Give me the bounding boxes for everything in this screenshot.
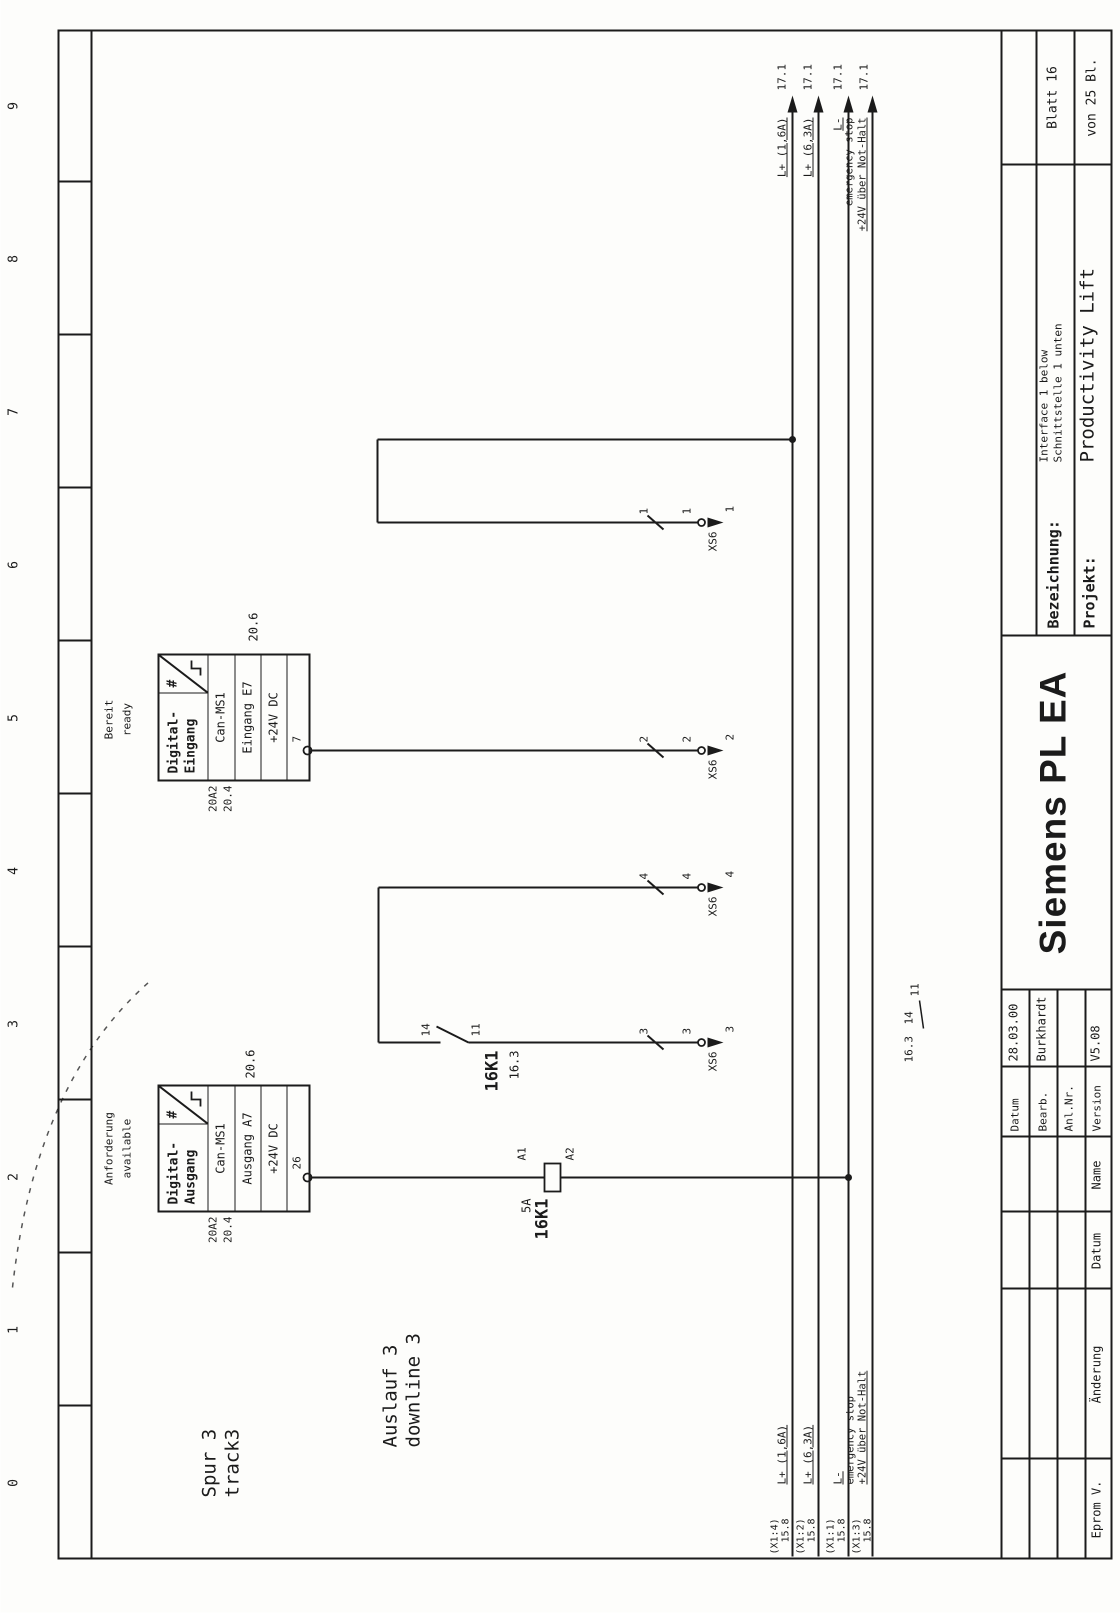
bus3-src-terminal: (X1:1) (825, 1518, 837, 1555)
svg-text:#: # (165, 1110, 181, 1119)
contact-tag: 16K1 (482, 1050, 503, 1092)
info-value-bearb: Burkhardt (1034, 996, 1049, 1062)
bus3-name-left: L- (831, 1471, 845, 1485)
output-signal-label-en: available (120, 1118, 134, 1179)
xs6-2-pin-at-slash: 2 (637, 735, 651, 743)
bus1-name-right: L+ (1,6A) (775, 117, 789, 178)
xs6-4-pin-below: 4 (723, 870, 737, 878)
digital-symbol-icon (160, 656, 208, 693)
bus4-src-sheet: 15.8 (862, 1518, 874, 1543)
bus2-name-left: L+ (6,3A) (801, 1424, 815, 1485)
output-channel: Ausgang A7 (240, 1112, 255, 1185)
bus2-name-right: L+ (6,3A) (801, 117, 815, 178)
info-value-version: V5.08 (1088, 1025, 1103, 1062)
xs6-1-connector-name: XS6 (706, 531, 720, 552)
mirror-11: 11 (908, 983, 922, 997)
coil-tag: 16K1 (532, 1198, 553, 1240)
titleblock-line (1029, 989, 1031, 1560)
digital-output-icon (160, 1087, 208, 1125)
ruler-cell-4: 4 (6, 867, 22, 875)
ruler-cell-2: 2 (6, 1173, 22, 1181)
output-title-line2: Ausgang (183, 1149, 199, 1205)
input-bus-name: Can-MS1 (213, 692, 228, 743)
bus4-src-terminal: (X1:3) (851, 1518, 863, 1555)
ruler-tick (58, 640, 91, 642)
output-xref: 20.6 (243, 1049, 258, 1079)
bezeichnung-line2: Schnittstelle 1 unten (1051, 323, 1065, 463)
bus3-name-right: L- (831, 117, 845, 131)
contact-terminal-14: 14 (419, 1023, 433, 1037)
xs6-2-pin-above: 2 (680, 735, 694, 743)
bus4-name-right-l1: emergency stop (843, 117, 856, 207)
info-label-anlnr: Anl.Nr. (1062, 1085, 1076, 1132)
mirror-14: 14 (902, 1011, 916, 1025)
titleblock-line (1074, 30, 1076, 637)
input-device-loc: 20.4 (221, 785, 235, 812)
xs6-2-connector-name: XS6 (706, 759, 720, 780)
section-label-auslauf-en: downline 3 (402, 1333, 425, 1448)
mirror-ref: 16.3 (902, 1036, 916, 1063)
info-value-datum: 28.03.00 (1006, 1003, 1021, 1062)
projekt-label: Projekt: (1080, 556, 1099, 629)
bus2-src-terminal: (X1:2) (795, 1518, 807, 1555)
coil-terminal-a2: A2 (563, 1147, 577, 1161)
ruler-tick (58, 1252, 91, 1254)
xs6-3-connector-name: XS6 (706, 1051, 720, 1072)
coil-rating: 5A (519, 1198, 534, 1213)
ruler-cell-1: 1 (6, 1326, 22, 1334)
contact-terminal-11: 11 (469, 1023, 483, 1037)
digital-output-block (158, 1085, 311, 1213)
contact-ref: 16.3 (507, 1050, 522, 1080)
blatt-number: Blatt 16 (1045, 66, 1061, 129)
info-label-version: Version (1090, 1085, 1104, 1132)
bus3-dst-sheet: 17.1 (831, 64, 845, 91)
titleblock-line (1036, 30, 1038, 637)
xs6-2-pin-below: 2 (723, 733, 737, 741)
rev-header-eprom: Eprom V. (1089, 1480, 1104, 1539)
output-bus-name: Can-MS1 (213, 1123, 228, 1174)
titleblock-line (1001, 164, 1113, 166)
xs6-3-pin-below: 3 (723, 1025, 737, 1033)
xs6-4-pin-above: 4 (680, 872, 694, 880)
ruler-cell-0: 0 (6, 1479, 22, 1487)
output-device-tag: 20A2 (206, 1216, 220, 1243)
schematic-sheet (1, 0, 1120, 1613)
bus4-name-right-l2: +24V über Not-Halt (856, 117, 869, 232)
bus2-dst-sheet: 17.1 (801, 64, 815, 91)
info-label-datum: Datum (1008, 1098, 1022, 1132)
coil-terminal-a1: A1 (515, 1147, 529, 1161)
bus2-src-sheet: 15.8 (806, 1518, 818, 1543)
ruler-baseline (91, 30, 93, 1560)
ruler-cell-9: 9 (6, 102, 22, 110)
xs6-4-connector-name: XS6 (706, 896, 720, 917)
xs6-1-pin-above: 1 (680, 507, 694, 515)
input-device-tag: 20A2 (206, 785, 220, 812)
xs6-1-pin-below: 1 (723, 505, 737, 513)
output-voltage: +24V DC (266, 1123, 281, 1174)
xs6-3-pin-above: 3 (680, 1027, 694, 1035)
input-title-line1: Digital- (166, 710, 182, 774)
input-xref: 20.6 (246, 612, 261, 642)
projekt-value: Productivity Lift (1076, 268, 1099, 463)
company-logo-text: Siemens PL EA (1032, 670, 1074, 955)
bus3-src-sheet: 15.8 (836, 1518, 848, 1543)
section-label-spur-en: track3 (221, 1428, 244, 1498)
ruler-cell-7: 7 (6, 408, 22, 416)
input-voltage: +24V DC (266, 692, 281, 743)
titleblock-line (1057, 989, 1059, 1560)
ruler-cell-3: 3 (6, 1020, 22, 1028)
bus1-name-left: L+ (1,6A) (775, 1424, 789, 1485)
ruler-tick (58, 334, 91, 336)
svg-text:#: # (165, 679, 181, 688)
xs6-1-pin-at-slash: 1 (637, 507, 651, 515)
info-label-bearb: Bearb. (1036, 1091, 1050, 1132)
input-signal-label-de: Bereit (102, 699, 116, 740)
bus1-dst-sheet: 17.1 (775, 64, 789, 91)
rev-header-aenderung: Änderung (1089, 1345, 1104, 1404)
bezeichnung-label: Bezeichnung: (1044, 520, 1063, 629)
bus4-dst-sheet: 17.1 (857, 64, 871, 91)
ruler-tick (58, 181, 91, 183)
bus1-src-terminal: (X1:4) (769, 1518, 781, 1555)
bus4-name-left-l1: emergency stop (844, 1395, 857, 1485)
ruler-tick (58, 946, 91, 948)
ruler-tick (58, 1099, 91, 1101)
bezeichnung-line1: Interface 1 below (1037, 349, 1051, 463)
output-device-loc: 20.4 (221, 1216, 235, 1243)
digital-input-icon (160, 656, 208, 694)
digital-symbol-icon (160, 1087, 208, 1124)
input-channel: Eingang E7 (240, 681, 255, 754)
ruler-cell-6: 6 (6, 561, 22, 569)
bus4-name-left-l2: +24V über Not-Halt (856, 1370, 869, 1485)
section-label-spur-de: Spur 3 (198, 1428, 221, 1498)
xs6-4-pin-at-slash: 4 (637, 872, 651, 880)
section-label-auslauf-de: Auslauf 3 (379, 1344, 402, 1448)
rev-header-name: Name (1089, 1160, 1104, 1190)
input-title-line2: Eingang (183, 718, 199, 774)
ruler-tick (58, 1405, 91, 1407)
input-pin-number: 7 (290, 735, 304, 743)
output-pin-number: 26 (290, 1156, 304, 1170)
digital-input-block (158, 654, 311, 782)
bus1-src-sheet: 15.8 (780, 1518, 792, 1543)
ruler-cell-8: 8 (6, 255, 22, 263)
ruler-tick (58, 793, 91, 795)
ruler-tick (58, 487, 91, 489)
input-signal-label-en: ready (120, 702, 134, 737)
output-signal-label-de: Anforderung (102, 1112, 116, 1185)
xs6-3-pin-at-slash: 3 (637, 1027, 651, 1035)
ruler-cell-5: 5 (6, 714, 22, 722)
rev-header-datum: Datum (1089, 1232, 1104, 1270)
output-title-line1: Digital- (166, 1141, 182, 1205)
titleblock-line (1085, 989, 1087, 1560)
blatt-total: von 25 Bl. (1084, 58, 1100, 137)
